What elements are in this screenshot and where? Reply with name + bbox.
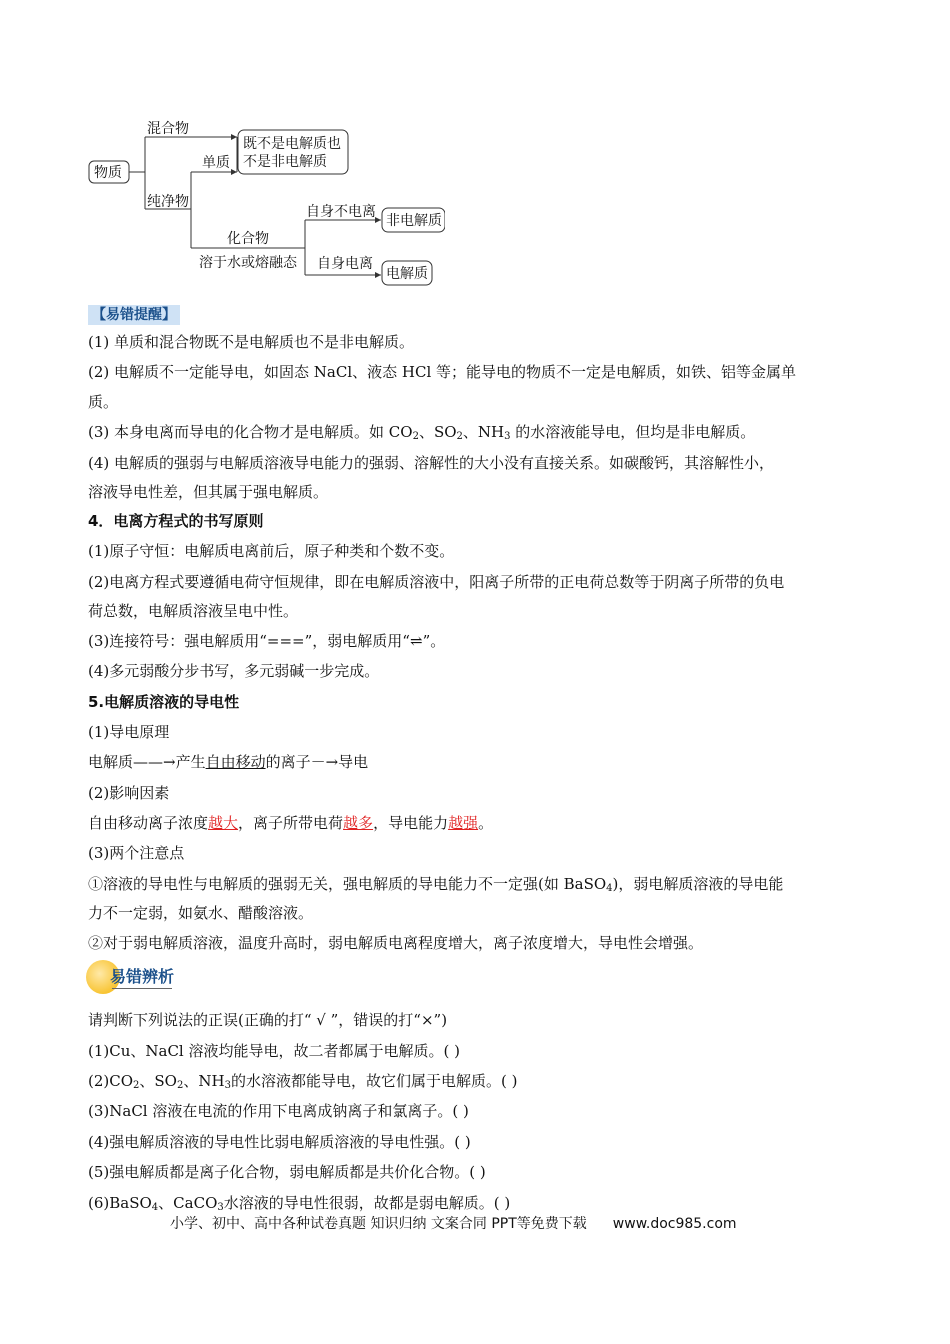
label-mixture: 混合物 [147, 121, 189, 137]
tip-p2b: 质。 [88, 393, 119, 411]
label-self-ionize: 自身电离 [317, 256, 373, 272]
section4-p2b: 荷总数，电解质溶液呈电中性。 [88, 602, 299, 620]
label-pure: 纯净物 [147, 194, 189, 210]
tip-p2a: (2) 电解质不一定能导电，如固态 NaCl、液态 HCl 等；能导电的物质不一定是电解质，如铁、铝等金属单 [88, 363, 797, 381]
label-self-no-ionize: 自身不电离 [306, 204, 376, 220]
label-element: 单质 [202, 155, 230, 171]
label-condition: 溶于水或熔融态 [199, 255, 297, 271]
section5-s2: (2)影响因素 [88, 784, 170, 802]
section5-s3: (3)两个注意点 [88, 844, 185, 862]
substance-classification-diagram [85, 110, 445, 290]
label-non-electrolyte: 非电解质 [386, 213, 442, 229]
section5-s1: (1)导电原理 [88, 723, 170, 741]
footer-text: 小学、初中、高中各种试卷真题 知识归纳 文案合同 PPT等免费下载 [170, 1216, 587, 1232]
label-compound: 化合物 [227, 231, 269, 247]
section4-p2a: (2)电离方程式要遵循电荷守恒规律，即在电解质溶液中，阳离子所带的正电荷总数等于阴离子所带的负电 [88, 573, 785, 591]
badge-underline [112, 988, 172, 989]
quiz-q5: (5)强电解质都是离子化合物，弱电解质都是共价化合物。( ) [88, 1163, 486, 1181]
label-root: 物质 [94, 165, 122, 181]
section5-n1b: 力不一定弱，如氨水、醋酸溶液。 [88, 904, 314, 922]
section5-n2: ②对于弱电解质溶液，温度升高时，弱电解质电离程度增大，离子浓度增大，导电性会增强。 [88, 934, 704, 952]
section4-p4: (4)多元弱酸分步书写，多元弱碱一步完成。 [88, 662, 380, 680]
quiz-q6: (6)BaSO$_4$、CaCO$_3$水溶液的导电性很弱，故都是弱电解质。( ) [88, 1194, 511, 1213]
tip-label: 【易错提醒】 [88, 305, 180, 325]
quiz-badge [86, 958, 186, 998]
section4-p3: (3)连接符号：强电解质用“===”，弱电解质用“⇌”。 [88, 632, 446, 650]
tip-p1: (1) 单质和混合物既不是电解质也不是非电解质。 [88, 333, 415, 351]
quiz-q1: (1)Cu、NaCl 溶液均能导电，故二者都属于电解质。( ) [88, 1042, 460, 1060]
label-electrolyte: 电解质 [386, 266, 428, 282]
section4-p1: (1)原子守恒：电解质电离前后，原子种类和个数不变。 [88, 542, 455, 560]
footer-url[interactable]: www.doc985.com [612, 1216, 737, 1232]
tip-p3: (3) 本身电离而导电的化合物才是电解质。如 $CO_2$、$SO_2$、$NH_3$ 的水溶液能导电，但均是非电解质。 [88, 423, 756, 442]
badge-text: 易错辨析 [110, 967, 175, 986]
tip-p4a: (4) 电解质的强弱与电解质溶液导电能力的强弱、溶解性的大小没有直接关系。如碳酸钙，其溶解性小， [88, 454, 775, 472]
section5-title: 5.电解质溶液的导电性 [88, 693, 240, 711]
footer [170, 1213, 737, 1233]
section5-factor: 自由移动离子浓度越大，离子所带电荷越多，导电能力越强。 [88, 814, 494, 832]
label-neither-1: 既不是电解质也 [243, 136, 341, 152]
label-neither-2: 不是非电解质 [243, 154, 327, 170]
section5-principle: 电解质——→产生自由移动的离子－→导电 [88, 753, 369, 771]
tip-p4b: 溶液导电性差，但其属于强电解质。 [88, 483, 329, 501]
quiz-q4: (4)强电解质溶液的导电性比弱电解质溶液的导电性强。( ) [88, 1133, 471, 1151]
quiz-q2: $(2)CO_2$、$SO_2$、$NH_3$的水溶液都能导电，故它们属于电解质。( ) [88, 1072, 518, 1091]
section4-title: 4．电离方程式的书写原则 [88, 512, 264, 530]
quiz-intro: 请判断下列说法的正误(正确的打“ √ ”，错误的打“×”) [88, 1011, 448, 1029]
quiz-q3: (3)NaCl 溶液在电流的作用下电离成钠离子和氯离子。( ) [88, 1102, 469, 1120]
section5-n1a: ①溶液的导电性与电解质的强弱无关，强电解质的导电能力不一定强(如 BaSO$_4$)，弱电解质溶液的导电能 [88, 875, 784, 894]
